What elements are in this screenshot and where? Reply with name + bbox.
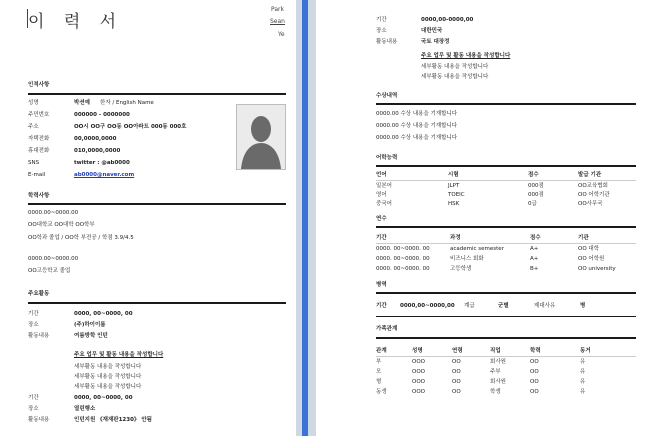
family-cell: OO bbox=[530, 389, 539, 395]
personal-label: 자택전화 bbox=[28, 136, 50, 142]
page-title: 이 력 서 bbox=[28, 12, 124, 32]
section-career: 주요활동 bbox=[28, 291, 50, 297]
personal-value: 박션예 bbox=[74, 100, 90, 106]
career-label: 활동내용 bbox=[28, 333, 50, 339]
name-top-1: Park bbox=[271, 6, 284, 13]
training-cell: 고등학생 bbox=[450, 266, 472, 272]
family-header: 연령 bbox=[452, 348, 463, 354]
language-cell: 중국어 bbox=[376, 201, 392, 207]
language-cell: 000점 bbox=[528, 192, 544, 198]
family-cell: 주부 bbox=[490, 369, 501, 375]
section-rule bbox=[376, 337, 636, 339]
personal-label: 주민번호 bbox=[28, 112, 50, 118]
section-training: 연수 bbox=[376, 216, 387, 222]
training-header: 점수 bbox=[530, 235, 541, 241]
family-cell: OO bbox=[452, 359, 461, 365]
training-header-line bbox=[376, 243, 636, 244]
family-cell: 유 bbox=[580, 389, 586, 395]
personal-value: 010,0000,0000 bbox=[74, 148, 121, 154]
award-line: 0000.00 수상 내용을 기재합니다 bbox=[376, 111, 458, 117]
name-top-2: Sean bbox=[270, 18, 285, 25]
section-rule bbox=[376, 226, 636, 228]
career-subtask: 세부활동 내용을 작성합니다 bbox=[74, 364, 142, 370]
activity-subtask: 세부활동 내용을 작성합니다 bbox=[421, 74, 489, 80]
activity-value: 0000,00-0000,00 bbox=[421, 17, 474, 23]
personal-value: OO시 OO구 OO동 OO아파트 000동 000호 bbox=[74, 124, 187, 130]
personal-value: 000000 - 0000000 bbox=[74, 112, 130, 118]
personal-label: 휴대전화 bbox=[28, 148, 50, 154]
family-cell: 유 bbox=[580, 379, 586, 385]
family-cell: 모 bbox=[376, 369, 382, 375]
training-cell: A+ bbox=[530, 246, 539, 252]
career-label: 장소 bbox=[28, 322, 39, 328]
military-branch-label: 군별 bbox=[498, 303, 509, 309]
language-header: 시험 bbox=[448, 172, 459, 178]
family-cell: OO bbox=[452, 389, 461, 395]
training-header: 기관 bbox=[578, 235, 589, 241]
career-subtask: 세부활동 내용을 작성합니다 bbox=[74, 374, 142, 380]
family-header-line bbox=[376, 356, 636, 357]
family-header: 동거 bbox=[580, 348, 591, 354]
training-header: 기간 bbox=[376, 235, 387, 241]
section-military: 병역 bbox=[376, 282, 387, 288]
family-header: 관계 bbox=[376, 348, 387, 354]
section-awards: 수상내역 bbox=[376, 93, 398, 99]
career-label: 활동내용 bbox=[28, 417, 50, 423]
personal-label: E-mail bbox=[28, 172, 46, 178]
family-cell: OO bbox=[452, 379, 461, 385]
section-rule bbox=[376, 165, 636, 167]
section-education: 학력사항 bbox=[28, 193, 50, 199]
training-cell: 0000. 00~0000. 00 bbox=[376, 246, 430, 252]
family-header: 직업 bbox=[490, 348, 501, 354]
page-gap bbox=[296, 0, 316, 436]
family-header: 학력 bbox=[530, 348, 541, 354]
language-cell: 0급 bbox=[528, 201, 537, 207]
education-line: OO학과 졸업 / OO학 부전공 / 학점 3.9/4.5 bbox=[28, 235, 134, 241]
language-cell: OO 어학기관 bbox=[578, 192, 610, 198]
activity-label: 장소 bbox=[376, 28, 387, 34]
award-line: 0000.00 수상 내용을 기재합니다 bbox=[376, 135, 458, 141]
section-rule bbox=[376, 316, 636, 317]
person-icon bbox=[237, 105, 285, 169]
training-header: 과정 bbox=[450, 235, 461, 241]
activity-label: 기간 bbox=[376, 17, 387, 23]
career-value: 0000, 00~0000, 00 bbox=[74, 311, 133, 317]
training-cell: 0000. 00~0000. 00 bbox=[376, 256, 430, 262]
family-cell: OO bbox=[452, 369, 461, 375]
education-line: 0000.00~0000.00 bbox=[28, 210, 79, 216]
document-divider bbox=[302, 0, 308, 436]
personal-label: SNS bbox=[28, 160, 40, 166]
military-period-label: 기간 bbox=[376, 303, 387, 309]
family-cell: 동생 bbox=[376, 389, 387, 395]
personal-value: ab0000@naver.com bbox=[74, 172, 135, 178]
section-rule bbox=[28, 302, 286, 304]
section-rule bbox=[376, 292, 636, 294]
family-cell: OO bbox=[530, 379, 539, 385]
award-line: 0000.00 수상 내용을 기재합니다 bbox=[376, 123, 458, 129]
language-cell: OO교육협회 bbox=[578, 183, 608, 189]
language-cell: JLPT bbox=[448, 183, 460, 189]
training-cell: academic semester bbox=[450, 246, 504, 252]
personal-value: 00,0000,0000 bbox=[74, 136, 117, 142]
language-cell: 영어 bbox=[376, 192, 387, 198]
activity-label: 활동내용 bbox=[376, 39, 398, 45]
name-top-3: Ye bbox=[278, 31, 285, 38]
activity-main-task: 주요 업무 및 활동 내용을 작성합니다 bbox=[421, 53, 511, 59]
career-main-task: 주요 업무 및 활동 내용을 작성합니다 bbox=[74, 352, 164, 358]
personal-label: 성명 bbox=[28, 100, 39, 106]
section-family: 가족관계 bbox=[376, 326, 398, 332]
family-cell: OO bbox=[530, 359, 539, 365]
training-cell: OO university bbox=[578, 266, 616, 272]
military-sep-label: 병 bbox=[580, 303, 586, 309]
language-header: 점수 bbox=[528, 172, 539, 178]
language-cell: 000점 bbox=[528, 183, 544, 189]
language-header: 발급 기관 bbox=[578, 172, 602, 178]
family-cell: 회사원 bbox=[490, 359, 506, 365]
activity-value: 대한민국 bbox=[421, 28, 443, 34]
family-cell: 학생 bbox=[490, 389, 501, 395]
language-header: 언어 bbox=[376, 172, 387, 178]
family-cell: OOO bbox=[412, 369, 425, 375]
military-rank-label: 계급 bbox=[464, 303, 475, 309]
family-cell: OO bbox=[530, 369, 539, 375]
personal-value: twitter : @ab0000 bbox=[74, 160, 130, 166]
family-cell: 유 bbox=[580, 369, 586, 375]
family-cell: 회사원 bbox=[490, 379, 506, 385]
training-cell: OO 대학 bbox=[578, 246, 600, 252]
military-release-label: 제대사유 bbox=[534, 303, 556, 309]
family-cell: 형 bbox=[376, 379, 382, 385]
family-cell: 부 bbox=[376, 359, 382, 365]
education-line: OO고등학교 졸업 bbox=[28, 268, 71, 274]
section-personal: 인적사항 bbox=[28, 82, 50, 88]
language-header-line bbox=[376, 180, 636, 181]
career-value: 열린행소 bbox=[74, 406, 96, 412]
section-rule bbox=[28, 93, 286, 95]
language-cell: HSK bbox=[448, 201, 460, 207]
training-cell: OO 어학원 bbox=[578, 256, 605, 262]
profile-photo[interactable] bbox=[236, 104, 286, 170]
career-value: 0000, 00~0000, 00 bbox=[74, 395, 133, 401]
career-value: 여름방학 인턴 bbox=[74, 333, 108, 339]
language-cell: TOEIC bbox=[448, 192, 465, 198]
family-cell: 유 bbox=[580, 359, 586, 365]
personal-extra: 한자 / English Name bbox=[100, 100, 154, 106]
training-cell: 0000. 00~0000. 00 bbox=[376, 266, 430, 272]
training-cell: 비즈니스 회화 bbox=[450, 256, 484, 262]
career-value: (주)하이이룸 bbox=[74, 322, 106, 328]
career-label: 기간 bbox=[28, 311, 39, 317]
career-subtask: 세부활동 내용을 작성합니다 bbox=[74, 384, 142, 390]
page-1 bbox=[0, 0, 296, 436]
personal-label: 주소 bbox=[28, 124, 39, 130]
education-line: 0000.00~0000.00 bbox=[28, 256, 79, 262]
section-rule bbox=[376, 103, 636, 105]
family-cell: OOO bbox=[412, 379, 425, 385]
section-language: 어학능력 bbox=[376, 155, 398, 161]
page-2 bbox=[316, 0, 650, 436]
activity-value: 국토 대장정 bbox=[421, 39, 450, 45]
family-cell: OOO bbox=[412, 359, 425, 365]
career-value: 인턴지원 《재재판1230》 안됨 bbox=[74, 417, 152, 423]
language-cell: OO사무국 bbox=[578, 201, 603, 207]
training-cell: A+ bbox=[530, 256, 539, 262]
career-label: 기간 bbox=[28, 395, 39, 401]
career-label: 장소 bbox=[28, 406, 39, 412]
activity-subtask: 세부활동 내용을 작성합니다 bbox=[421, 64, 489, 70]
military-period: 0000,00~0000,00 bbox=[400, 303, 455, 309]
education-line: OO대학교 OO대학 OO학부 bbox=[28, 222, 95, 228]
training-cell: B+ bbox=[530, 266, 539, 272]
family-header: 성명 bbox=[412, 348, 423, 354]
language-cell: 일본어 bbox=[376, 183, 392, 189]
section-rule bbox=[28, 203, 286, 205]
family-cell: OOO bbox=[412, 389, 425, 395]
